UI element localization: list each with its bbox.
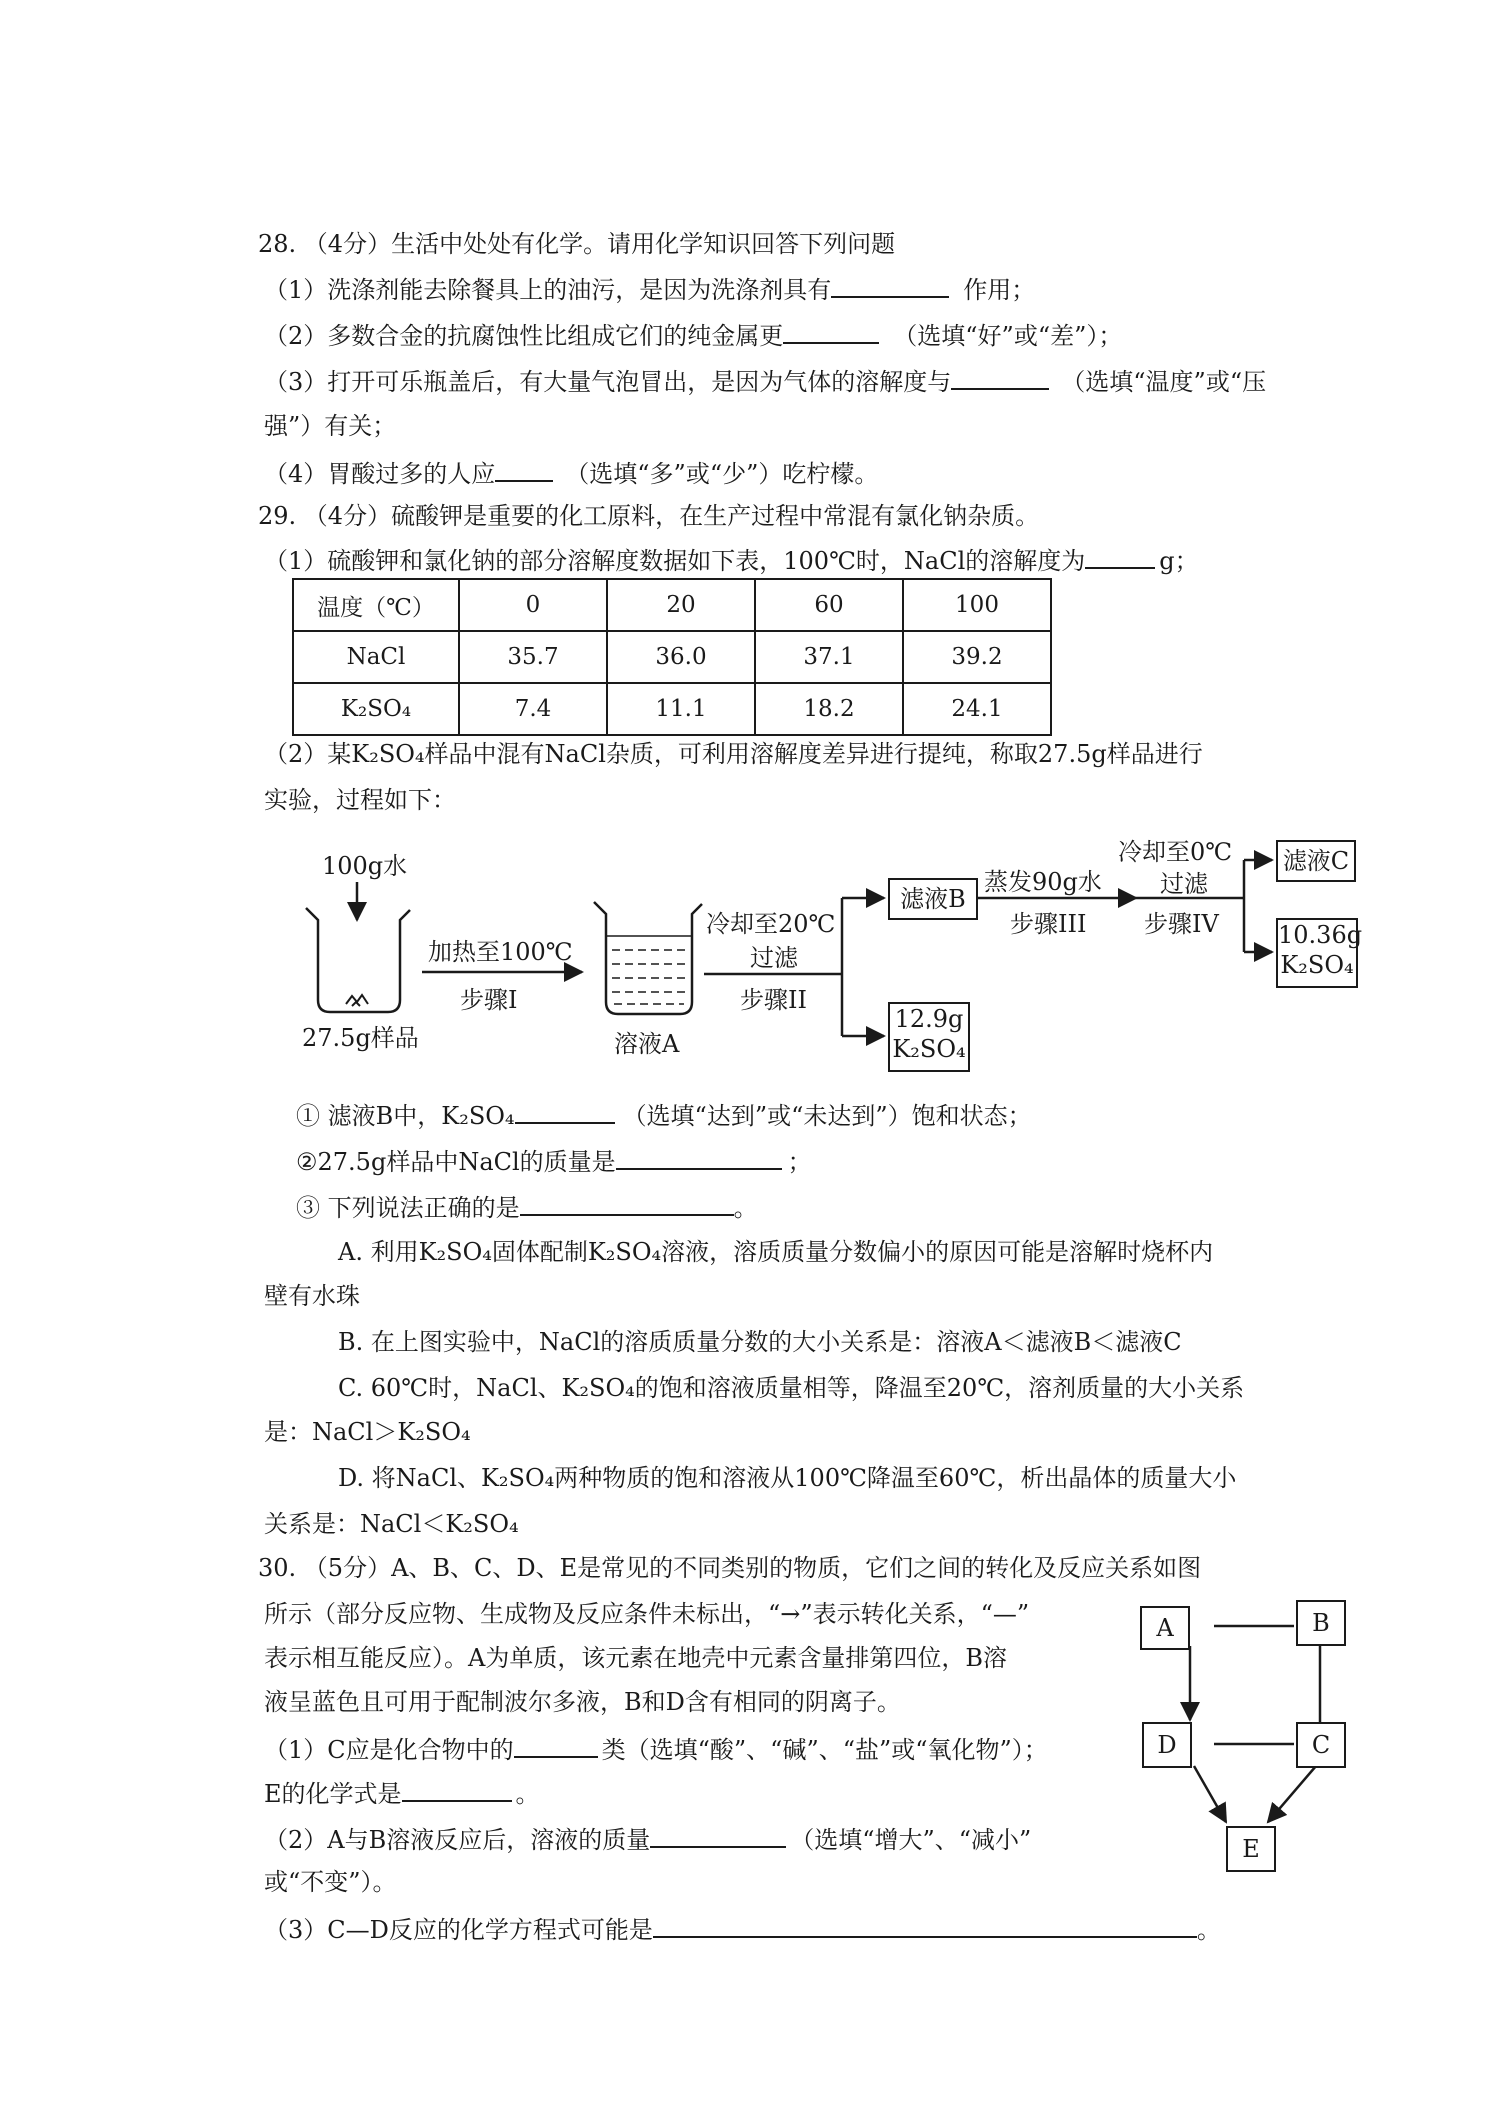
q29-sub1-tail: （选填“达到”或“未达到”）饱和状态； (622, 1102, 1032, 1130)
table-cell: 11.1 (607, 683, 755, 735)
table-cell: 24.1 (903, 683, 1051, 735)
step1-label: 步骤I (460, 986, 518, 1014)
q30-part2-cont: 或“不变”）。 (264, 1868, 397, 1896)
q29-part1-text: （1）硫酸钾和氯化钠的部分溶解度数据如下表，100℃时，NaCl的溶解度为 (264, 547, 1086, 575)
table-cell: 36.0 (607, 631, 755, 683)
water-label: 100g水 (322, 852, 408, 880)
step2-condition: 冷却至20℃ (706, 910, 836, 938)
filtrate-b-box: 滤液B (888, 878, 978, 920)
sample-label: 27.5g样品 (302, 1024, 419, 1052)
table-cell: 35.7 (459, 631, 607, 683)
step1-condition: 加热至100℃ (428, 938, 573, 966)
step4-label: 步骤IV (1144, 910, 1219, 938)
step3-condition: 蒸发90g水 (984, 868, 1102, 896)
q29-sub2-tail: ； (787, 1148, 812, 1176)
q28-item-2-text: （2）多数合金的抗腐蚀性比组成它们的纯金属更 (264, 322, 784, 350)
q29-part2-line1: （2）某K₂SO₄样品中混有NaCl杂质，可利用溶解度差异进行提纯，称取27.5g样品进行 (264, 740, 1203, 768)
q28-item-4-tail: （选填“多”或“少”）吃柠檬。 (565, 460, 879, 488)
q30-line3: 表示相互能反应）。A为单质，该元素在地壳中元素含量排第四位，B溶 (264, 1644, 1007, 1672)
q29-sub1-text: ① 滤液B中，K₂SO₄ (296, 1102, 515, 1130)
solid1-mass: 12.9g (894, 1005, 964, 1033)
solid2-mass: 10.36g (1278, 921, 1363, 949)
q30-part1-text: （1）C应是化合物中的 (264, 1736, 514, 1764)
c-to-e-arrow (1268, 1766, 1316, 1822)
q29-option-c-cont: 是：NaCl＞K₂SO₄ (264, 1418, 471, 1446)
q30-line1: 30. （5分）A、B、C、D、E是常见的不同类别的物质，它们之间的转化及反应关系如图 (258, 1554, 1202, 1582)
q30-part1b-tail: 。 (515, 1780, 540, 1808)
q28-item-1-text: （1）洗涤剂能去除餐具上的油污，是因为洗涤剂具有 (264, 276, 832, 304)
table-cell: 7.4 (459, 683, 607, 735)
solid1-formula: K₂SO₄ (892, 1035, 966, 1063)
node-b: B (1296, 1600, 1346, 1646)
q28-item-4-text: （4）胃酸过多的人应 (264, 460, 496, 488)
q29-sub3-text: ③ 下列说法正确的是 (296, 1194, 520, 1222)
q28-title: 28. （4分）生活中处处有化学。请用化学知识回答下列问题 (258, 230, 896, 258)
filtrate-c-box: 滤液C (1276, 840, 1356, 882)
node-c: C (1296, 1722, 1346, 1768)
q29-sub2-text: ②27.5g样品中NaCl的质量是 (296, 1148, 616, 1176)
q30-line4: 液呈蓝色且可用于配制波尔多液，B和D含有相同的阴离子。 (264, 1688, 901, 1716)
table-cell: 18.2 (755, 683, 903, 735)
table-cell: 39.2 (903, 631, 1051, 683)
q30-part1b-text: E的化学式是 (264, 1780, 402, 1808)
node-a: A (1140, 1606, 1190, 1650)
q29-option-d-cont: 关系是：NaCl＜K₂SO₄ (264, 1510, 519, 1538)
q29-part1-unit: g； (1159, 547, 1199, 575)
q28-item-3-text: （3）打开可乐瓶盖后，有大量气泡冒出，是因为气体的溶解度与 (264, 368, 952, 396)
step2-label: 步骤II (740, 986, 807, 1014)
step2-filter: 过滤 (750, 944, 798, 972)
q30-line2: 所示（部分反应物、生成物及反应条件未标出，“→”表示转化关系，“—” (264, 1600, 1030, 1628)
step4-condition: 冷却至0℃ (1118, 838, 1233, 866)
solution-a-label: 溶液A (614, 1030, 680, 1058)
solid2-formula: K₂SO₄ (1280, 951, 1354, 979)
step3-label: 步骤III (1010, 910, 1087, 938)
q30-part3-tail: 。 (1196, 1916, 1221, 1944)
step4-filter: 过滤 (1160, 870, 1208, 898)
q30-part2-tail: （选填“增大”、“减小” (790, 1826, 1032, 1854)
q28-item-1-tail: 作用； (963, 276, 1036, 304)
node-e: E (1226, 1826, 1276, 1872)
d-to-e-arrow (1194, 1766, 1226, 1822)
table-cell: 37.1 (755, 631, 903, 683)
table-cell: NaCl (293, 631, 459, 683)
q29-sub3-tail: 。 (733, 1194, 758, 1222)
node-d: D (1142, 1722, 1192, 1768)
q29-option-a: A. 利用K₂SO₄固体配制K₂SO₄溶液，溶质质量分数偏小的原因可能是溶解时烧杯内 (338, 1238, 1214, 1266)
q29-option-c: C. 60℃时，NaCl、K₂SO₄的饱和溶液质量相等，降温至20℃，溶剂质量的大小关系 (338, 1374, 1245, 1402)
table-cell: 60 (755, 579, 903, 631)
table-cell: 温度（℃） (293, 579, 459, 631)
table-cell: 100 (903, 579, 1051, 631)
table-cell: K₂SO₄ (293, 683, 459, 735)
q28-item-3-tail: （选填“温度”或“压 (1061, 368, 1267, 396)
q28-item-3-cont: 强”）有关； (264, 412, 397, 440)
q29-title: 29. （4分）硫酸钾是重要的化工原料，在生产过程中常混有氯化钠杂质。 (258, 502, 1040, 530)
table-cell: 20 (607, 579, 755, 631)
q28-item-2-tail: （选填“好”或“差”）； (893, 322, 1123, 350)
q30-part1-tail: 类（选填“酸”、“碱”、“盐”或“氧化物”）； (601, 1736, 1048, 1764)
q29-option-a-cont: 壁有水珠 (264, 1282, 360, 1310)
q30-part3-text: （3）C—D反应的化学方程式可能是 (264, 1916, 653, 1944)
table-cell: 0 (459, 579, 607, 631)
q29-option-d: D. 将NaCl、K₂SO₄两种物质的饱和溶液从100℃降温至60℃，析出晶体的质量大小 (338, 1464, 1237, 1492)
q30-part2-text: （2）A与B溶液反应后，溶液的质量 (264, 1826, 651, 1854)
q29-option-b: B. 在上图实验中，NaCl的溶质质量分数的大小关系是：溶液A＜滤液B＜滤液C (338, 1328, 1182, 1356)
q29-part2-line2: 实验，过程如下： (264, 786, 456, 814)
